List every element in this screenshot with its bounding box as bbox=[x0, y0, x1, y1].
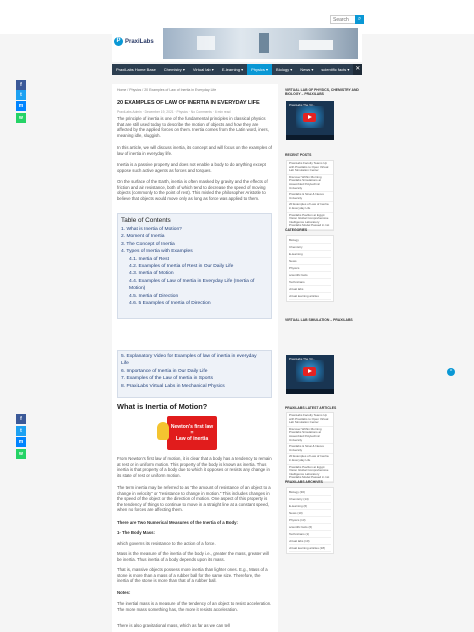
play-icon[interactable] bbox=[303, 367, 316, 376]
nav-item-news[interactable]: News ▾ bbox=[300, 67, 314, 72]
toc-link[interactable]: 4.5. Inertia of Direction bbox=[129, 293, 179, 299]
paragraph: Mass is the measure of the inertia of the body i.e., greater the mass, greater will be inertia. Thus inertia of a body depends upon its mass. bbox=[117, 551, 269, 562]
paragraph: On the surface of the Earth, inertia is often masked by gravity and the effects of friction and air resistance, both of which tend to decrease the speed of moving objects (commonly to the point of rest). This misled the philosopher Aristotle to believe that objects would move only as long as force was applied to them. bbox=[117, 179, 268, 201]
twitter-share-icon[interactable]: t bbox=[16, 90, 26, 100]
sidebar-heading: CATEGORIES bbox=[285, 228, 308, 232]
paragraph: In this article, we will discuss inertia, its concept and will focus on the examples of law of inertia in everyday life. bbox=[117, 145, 272, 156]
list-item[interactable]: Discover Within Morning Praxilabs Simulations at Assembled Polytechnic University bbox=[287, 175, 333, 192]
toc-link[interactable]: 7. Examples of the Law of Inertia in Sports bbox=[121, 376, 213, 382]
messenger-share-icon[interactable]: m bbox=[16, 101, 26, 111]
list-item[interactable]: Physics (13) bbox=[289, 517, 331, 524]
nav-item-chemistry[interactable]: Chemistry ▾ bbox=[163, 67, 185, 72]
paragraph: That is, massive objects possess more inertia than lighter ones. E.g., Mass of a stone is more than a mass of a rubber ball for the same size. Therefore, the inertia of the stone is more than that of a rubber ball. bbox=[117, 567, 268, 584]
section-heading: What is Inertia of Motion? bbox=[117, 402, 208, 411]
paragraph: There are Two Numerical Measures of the Inertia of a Body: bbox=[117, 520, 238, 525]
post-meta: PraxiLabs Admin · December 19, 2021 · Physics · No Comments · 6 min read bbox=[117, 110, 231, 114]
video-caption: PraxiLabs The Vir... bbox=[289, 357, 316, 361]
video-embed-2[interactable] bbox=[286, 355, 334, 394]
banner-screen bbox=[197, 36, 215, 50]
toc-link[interactable]: 4.1. Inertia of Rest bbox=[129, 256, 169, 262]
categories-list bbox=[286, 235, 334, 302]
paragraph: Inertia is a passive property and does not enable a body to do anything except oppose such active agents as forces and torques. bbox=[117, 162, 266, 173]
whatsapp-share-icon-2[interactable]: w bbox=[16, 449, 26, 459]
table-of-contents-continued bbox=[117, 350, 272, 398]
list-item[interactable]: scientific facts bbox=[289, 272, 331, 279]
video-controls[interactable] bbox=[286, 389, 334, 394]
paragraph: The inertial mass is a measure of the tendency of an object to resist acceleration. The more mass something has, the more it resists acceleration. bbox=[117, 601, 272, 612]
breadcrumb[interactable]: Home / Physics / 20 Examples of Law of Inertia in Everyday Life bbox=[117, 88, 217, 92]
list-item[interactable]: Biology (30) bbox=[289, 489, 331, 496]
toc-link[interactable]: 2. Moment of Inertia bbox=[121, 234, 165, 240]
sidebar-heading: VIRTUAL LAB SIMULATION – PRAXILABS bbox=[285, 318, 353, 322]
latest-articles-list bbox=[286, 412, 334, 483]
toc-title: Table of Contents bbox=[121, 217, 171, 224]
list-item[interactable]: virtual learning articles (18) bbox=[289, 545, 331, 552]
image-text: Law of inertia bbox=[175, 436, 209, 442]
image-text: Newton's first law bbox=[170, 424, 214, 430]
list-item[interactable]: virtual labs bbox=[289, 286, 331, 293]
logo[interactable] bbox=[114, 37, 154, 46]
toc-link[interactable]: 1. What is Inertia of Motion? bbox=[121, 227, 182, 232]
banner-desk bbox=[299, 40, 333, 50]
list-item[interactable]: virtual learning articles bbox=[289, 293, 331, 300]
whatsapp-share-icon[interactable]: w bbox=[16, 113, 26, 123]
video-controls[interactable] bbox=[286, 135, 334, 140]
list-item[interactable]: PraxiLabs Faculty Teams Up with Praxilabs to Open Virtual Lab Simulation Center bbox=[287, 413, 333, 427]
paragraph: There is also gravitational mass, which as far as we can tell bbox=[117, 623, 230, 628]
toc-link[interactable]: Life bbox=[121, 361, 129, 367]
list-item[interactable]: Praxilabs & Sinai & Nexus University bbox=[287, 444, 333, 454]
search-button[interactable]: ⌕ bbox=[355, 15, 364, 24]
page-title: 20 EXAMPLES OF LAW OF INERTIA IN EVERYDAY LIFE bbox=[117, 100, 260, 106]
ad-space bbox=[112, 321, 278, 349]
paragraph: Notes: bbox=[117, 590, 131, 595]
list-item[interactable]: News bbox=[289, 258, 331, 265]
list-item[interactable]: Praxilabs & Sinai & Nexus University bbox=[287, 192, 333, 202]
messenger-share-icon-2[interactable]: m bbox=[16, 437, 26, 447]
sidebar-heading: RECENT POSTS bbox=[285, 153, 312, 157]
video-embed[interactable] bbox=[286, 101, 334, 140]
toc-link[interactable]: 4. Types of Inertia with Examples bbox=[121, 249, 193, 255]
facebook-share-icon[interactable]: f bbox=[16, 80, 26, 90]
toc-link[interactable]: 4.2. Examples of Inertia of Rest in Our Daily Life bbox=[129, 264, 234, 270]
toc-link[interactable]: 5. Explanatory Video for Examples of law of inertia in everyday bbox=[121, 354, 257, 359]
facebook-share-icon-2[interactable]: f bbox=[16, 414, 26, 424]
list-item[interactable]: Physics bbox=[289, 265, 331, 272]
list-item[interactable]: E-learning bbox=[289, 251, 331, 258]
sidebar-video-title: VIRTUAL LAB OF PHYSICS, CHEMISTRY AND BIOLOGY – PRAXILABS bbox=[285, 88, 359, 96]
nav-item-virtual-lab[interactable]: Virtual lab ▾ bbox=[192, 67, 214, 72]
newton-law-card bbox=[167, 416, 217, 450]
toc-link[interactable]: 6. Importance of Inertia in Our Daily Life bbox=[121, 368, 208, 374]
sidebar-heading: PRAXILABS ARCHIVES bbox=[285, 480, 323, 484]
nav-item-biology[interactable]: Biology ▾ bbox=[276, 67, 293, 72]
toc-link[interactable]: 4.3. Inertia of Motion bbox=[129, 271, 174, 277]
list-item[interactable]: Technicians bbox=[289, 279, 331, 286]
logo-mark: P bbox=[114, 37, 123, 46]
list-item[interactable]: virtual labs (10) bbox=[289, 538, 331, 545]
list-item[interactable]: Chemistry bbox=[289, 244, 331, 251]
video-caption: PraxiLabs The Vir... bbox=[289, 103, 316, 107]
sidebar-heading: PRAXILABS LATEST ARTICLES bbox=[285, 406, 337, 410]
toc-link[interactable]: 4.4. Examples of Law of Inertia in Everyday Life (Inertia of bbox=[129, 278, 255, 284]
main-nav bbox=[112, 64, 362, 75]
play-icon[interactable] bbox=[303, 113, 316, 122]
toc-link[interactable]: 8. PraxiLabs Virtual Labs in Mechanical Physics bbox=[121, 383, 225, 389]
toc-link[interactable]: 4.6. 5 Examples of Inertia of Direction bbox=[129, 301, 211, 307]
list-item[interactable]: News (10) bbox=[289, 510, 331, 517]
list-item[interactable]: Praxilabs Pavilion at Egypt Vision Global Comprehensive Intelligence Laboratory Praxilabs Model Passed in 1st bbox=[287, 213, 333, 230]
paragraph: The principle of inertia is one of the fundamental principles in classical physics that are still used today to describe the motion of objects and how they are affected by the applied forces on them. Inertia comes from the Latin word, iners, meaning idle, sluggish. bbox=[117, 116, 269, 138]
list-item[interactable]: 20 Examples of Law of Inertia in Everyday Life bbox=[287, 202, 333, 212]
nav-item-scientific-facts[interactable]: scientific facts ▾ bbox=[321, 67, 350, 72]
table-of-contents bbox=[117, 213, 272, 319]
list-item[interactable]: Praxilabs Pavilion at Egypt Vision Global Comprehensive Intelligence Laboratory Praxilabs Model Passed in 1st bbox=[287, 465, 333, 482]
nav-item-home[interactable]: PraxiLabs Home Base bbox=[116, 67, 156, 72]
list-item[interactable]: scientific facts (6) bbox=[289, 524, 331, 531]
paragraph: 1- The Body Mass: bbox=[117, 530, 155, 535]
newton-law-image bbox=[152, 413, 232, 453]
list-item[interactable]: PraxiLabs Faculty Teams Up with Praxilabs to Open Virtual Lab Simulation Center bbox=[287, 161, 333, 175]
banner-equipment bbox=[259, 33, 269, 53]
list-item[interactable]: Discover Within Morning Praxilabs Simulations at Assembled Polytechnic University bbox=[287, 427, 333, 444]
logo-text: PraxiLabs bbox=[125, 38, 154, 45]
recent-posts-list bbox=[286, 160, 334, 231]
list-item[interactable]: E-learning (6) bbox=[289, 503, 331, 510]
paragraph: From Newton's first law of motion, it is clear that a body has a tendency to remain at rest or in uniform motion. This property of the body is known as inertia. Thus inertia is that property of a body due to which it opposes or resists any change in its state of rest or uniform motion. bbox=[117, 456, 272, 478]
shuffle-icon[interactable]: ✕ bbox=[353, 64, 362, 75]
list-item[interactable]: Chemistry (14) bbox=[289, 496, 331, 503]
twitter-share-icon-2[interactable]: t bbox=[16, 426, 26, 436]
scroll-to-top-button[interactable]: ^ bbox=[447, 368, 455, 376]
header-banner-image bbox=[163, 28, 358, 59]
search-input[interactable] bbox=[330, 15, 356, 24]
toc-link[interactable]: Motion) bbox=[129, 286, 146, 292]
nav-item-physics[interactable]: Physics ▾ bbox=[247, 64, 272, 75]
list-item[interactable]: Technicians (1) bbox=[289, 531, 331, 538]
lightbulb-icon bbox=[157, 422, 169, 440]
paragraph: which governs its resistance to the action of a force. bbox=[117, 541, 216, 546]
image-text: = bbox=[190, 430, 194, 436]
nav-item-elearning[interactable]: E-learning ▾ bbox=[221, 67, 244, 72]
list-item[interactable]: Biology bbox=[289, 237, 331, 244]
toc-link[interactable]: 3. The Concept of Inertia bbox=[121, 241, 175, 247]
archives-list bbox=[286, 487, 334, 554]
paragraph: The term inertia may be referred to as "the amount of resistance of an object to a change in velocity" or "resistance to change in motion." This includes changes in the speed of the object or the direction of motion. One aspect of this property is the tendency of things to continue to move in a straight line at a constant speed, when no forces are affecting them. bbox=[117, 485, 271, 513]
list-item[interactable]: 20 Examples of Law of Inertia in Everyday Life bbox=[287, 454, 333, 464]
